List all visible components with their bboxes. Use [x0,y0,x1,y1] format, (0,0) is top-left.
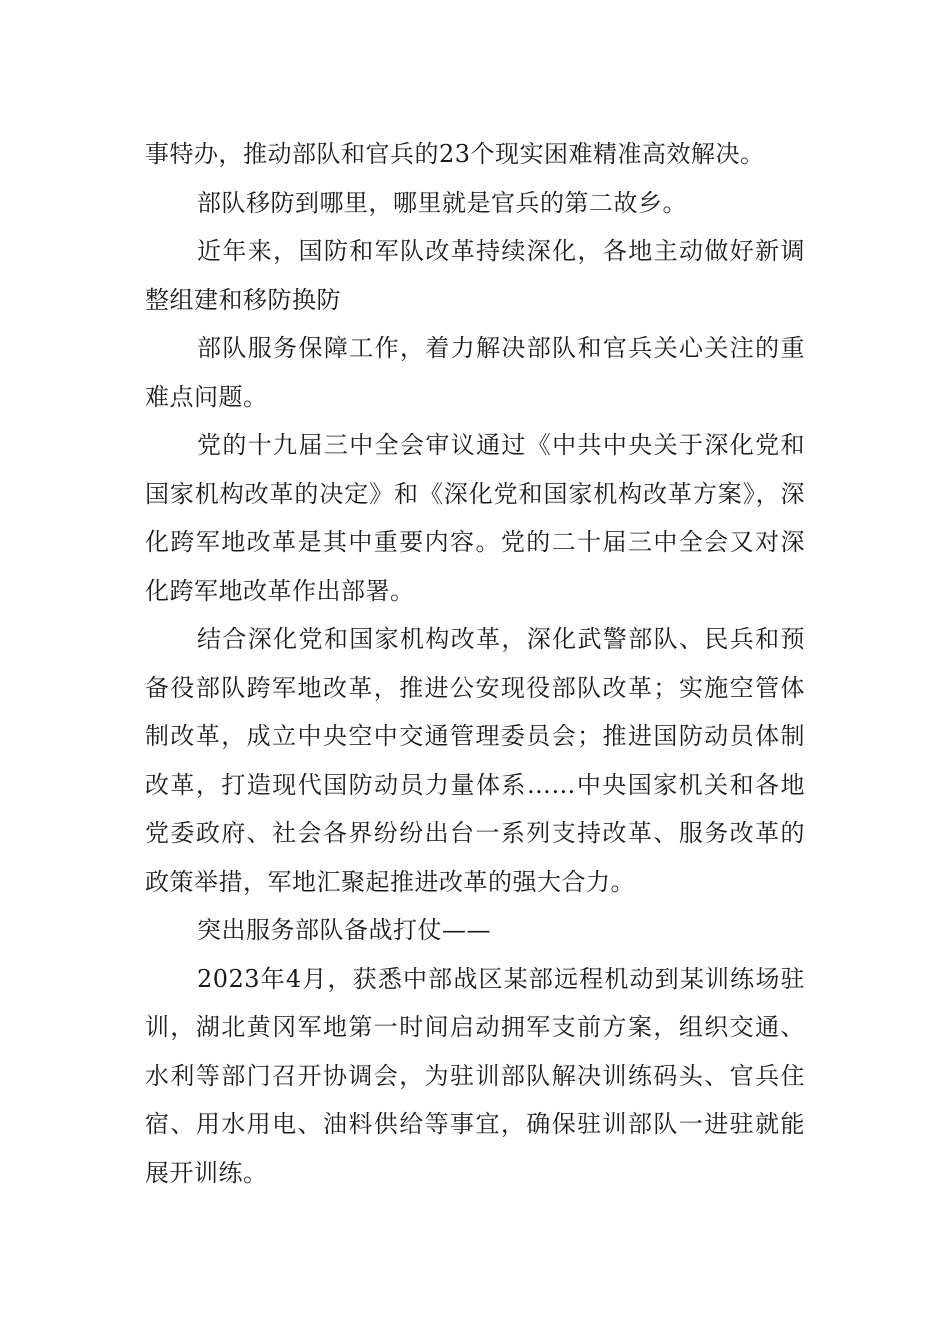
paragraph: 部队服务保障工作，着力解决部队和官兵关心关注的重难点问题。 [145,334,805,411]
paragraph: 部队移防到哪里，哪里就是官兵的第二故乡。 [197,188,687,217]
paragraph: 2023年4月，获悉中部战区某部远程机动到某训练场驻训，湖北黄冈军地第一时间启动拥军支前方案，组织交通、水利等部门召开协调会，为驻训部队解决训练码头、官兵住宿、用水用电、油料供给等事宜，确保驻训部队一进驻就能展开训练。 [145,964,805,1187]
paragraph-continuation: 事特办，推动部队和官兵的23个现实困难精准高效解决。 [145,140,765,168]
subheading: 突出服务部队备战打仗—— [197,916,491,944]
paragraph: 近年来，国防和军队改革持续深化，各地主动做好新调整组建和移防换防 [145,237,805,314]
paragraph: 党的十九届三中全会审议通过《中共中央关于深化党和国家机构改革的决定》和《深化党和国家机构改革方案》，深化跨军地改革是其中重要内容。党的二十届三中全会又对深化跨军地改革作出部署。 [145,431,805,605]
paragraph: 结合深化党和国家机构改革，深化武警部队、民兵和预备役部队跨军地改革，推进公安现役部队改革；实施空管体制改革，成立中央空中交通管理委员会；推进国防动员体制改革，打造现代国防动员力量体系……中央国家机关和各地党委政府、社会各界纷纷出台一系列支持改革、服务改革的政策举措，军地汇聚起推进改革的强大合力。 [145,625,805,896]
body-text [145,130,805,1197]
